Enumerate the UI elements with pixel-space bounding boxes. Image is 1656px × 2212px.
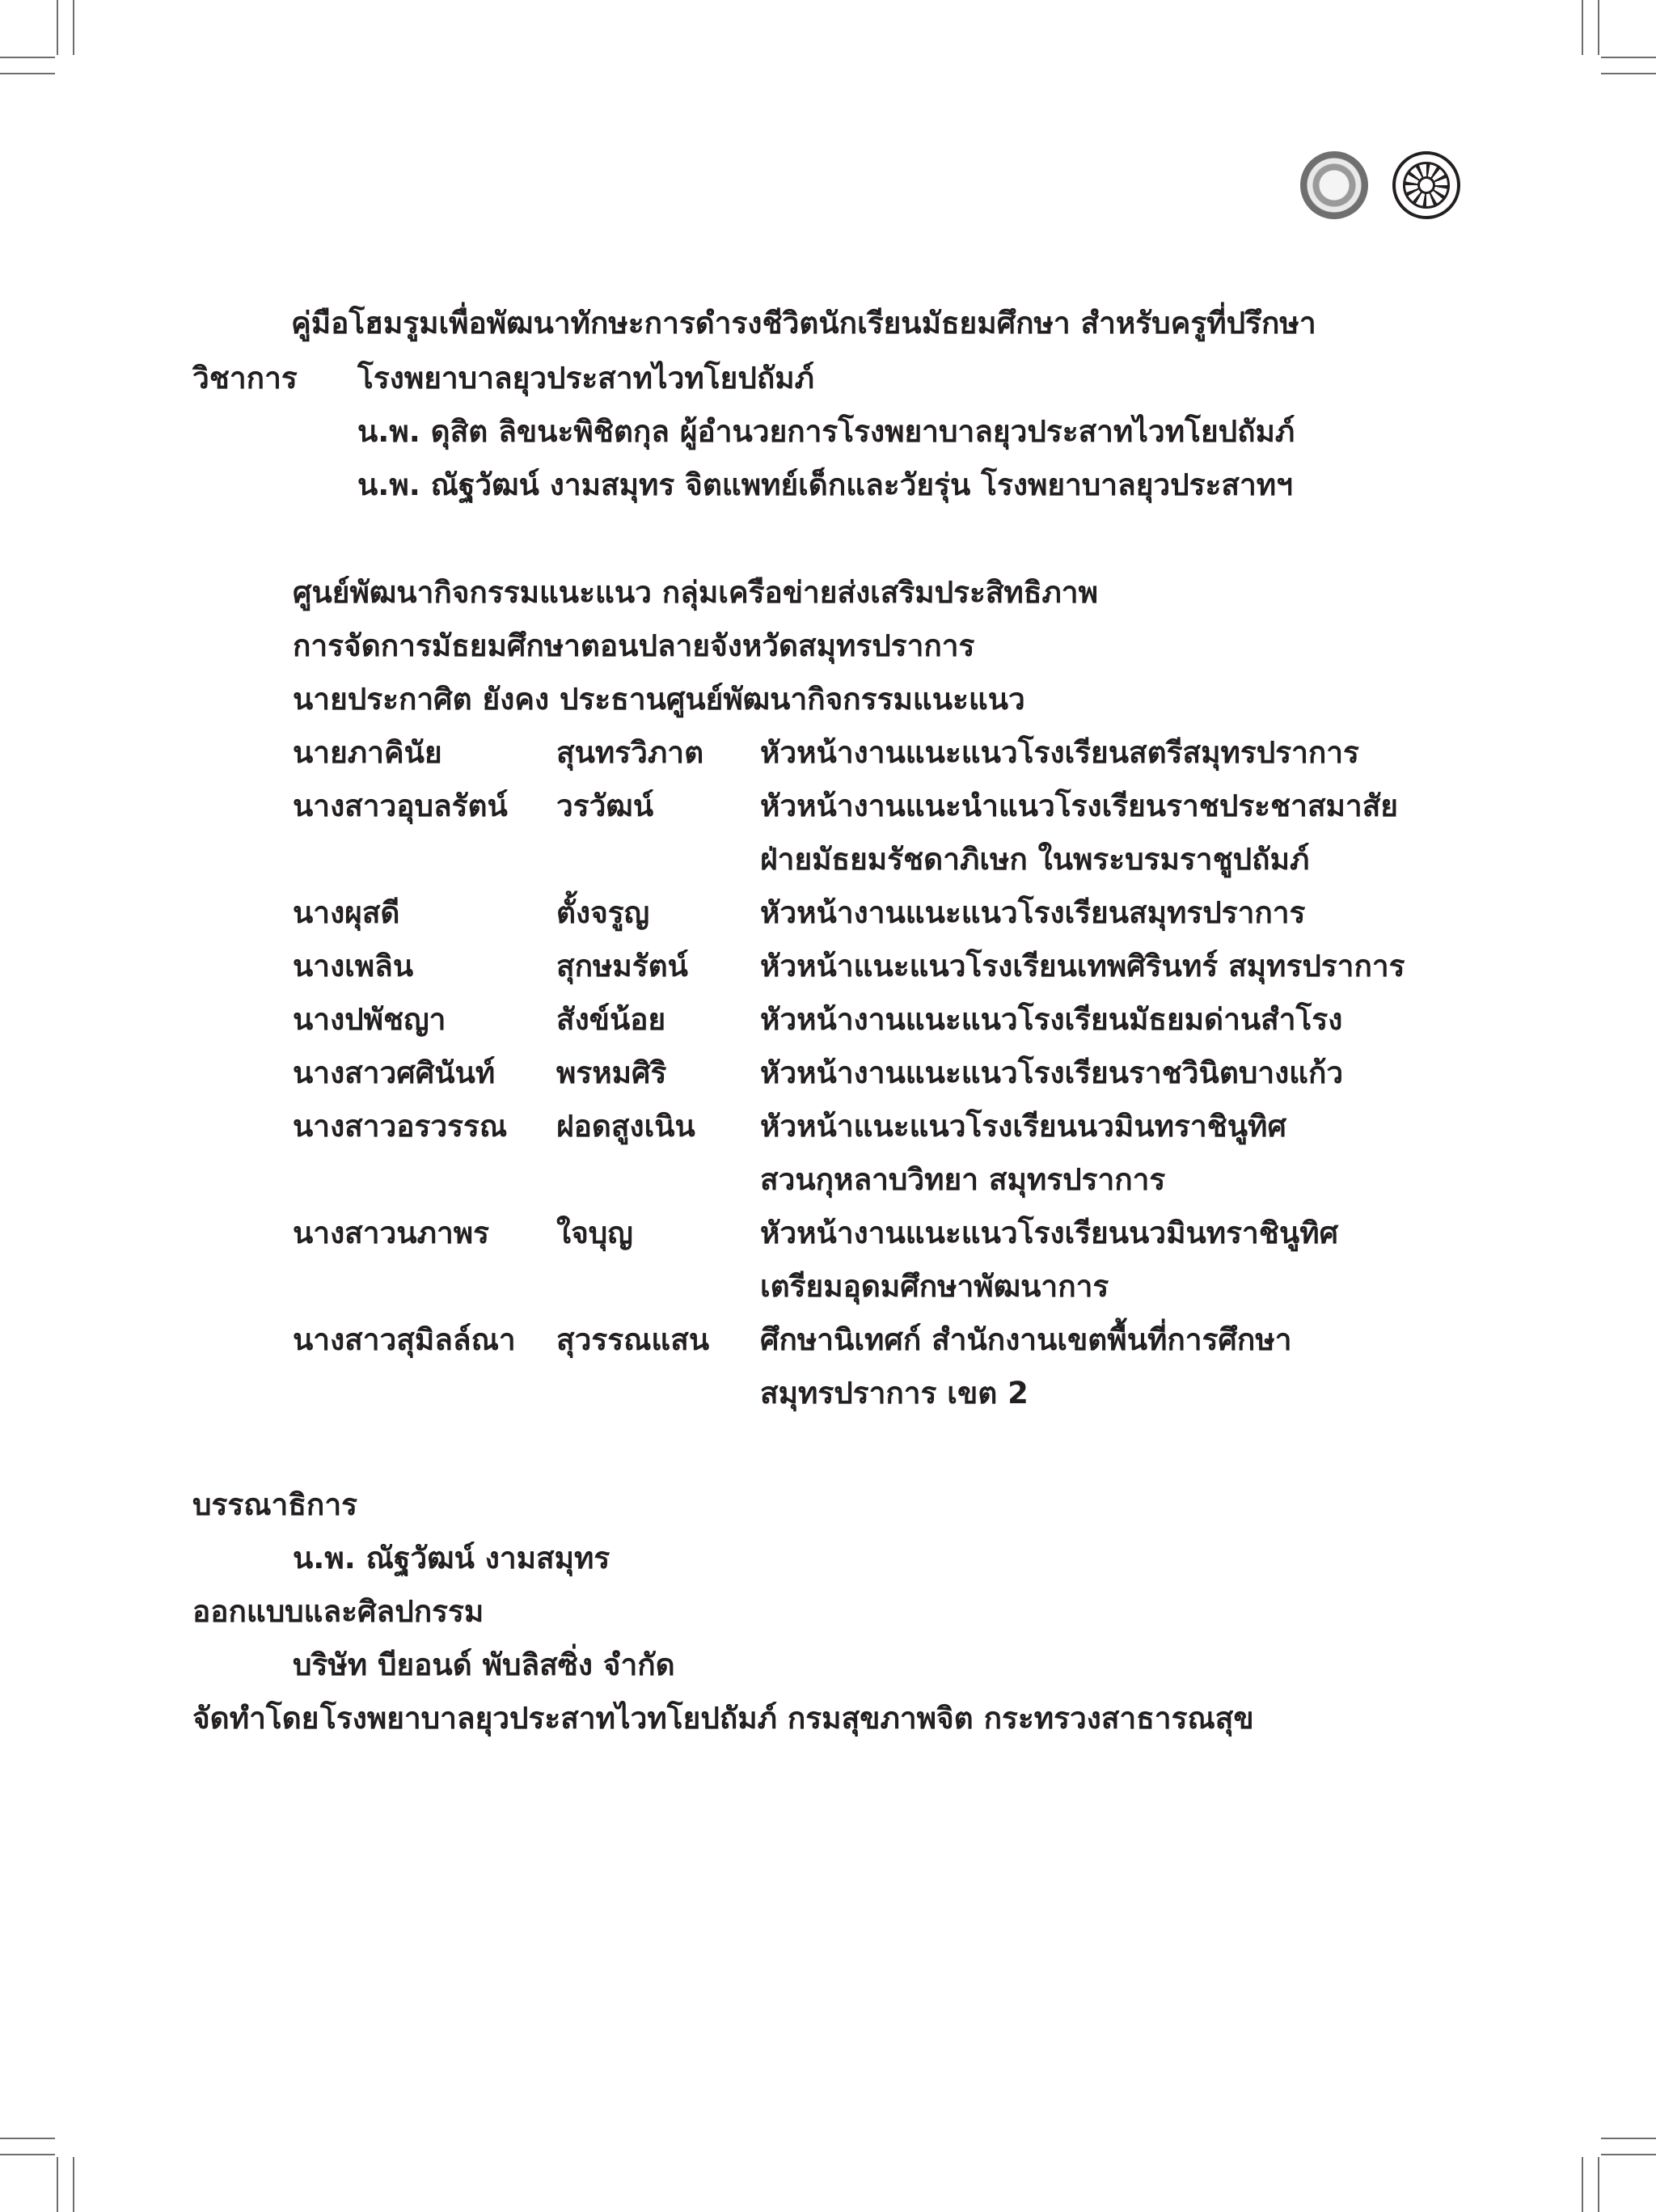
crop-mark [57, 2157, 58, 2212]
member-role: หัวหน้างานแนะนำแนวโรงเรียนราชประชาสมาสัย [760, 789, 1398, 823]
crop-mark [1598, 0, 1599, 55]
academic-label: วิชาการ [192, 361, 298, 395]
member-role: หัวหน้างานแนะแนวโรงเรียนสตรีสมุทรปราการ [760, 735, 1359, 770]
department-seal-logo [1300, 151, 1368, 219]
crop-mark [0, 57, 55, 58]
member-first-name: นางปพัชญา [293, 1002, 446, 1037]
academic-organization: โรงพยาบาลยุวประสาทไวทโยปถัมภ์ [357, 361, 815, 395]
member-role: หัวหน้างานแนะแนวโรงเรียนราชวินิตบางแก้ว [760, 1055, 1344, 1090]
member-first-name: นางสาวนภาพร [293, 1216, 489, 1250]
member-role: หัวหน้างานแนะแนวโรงเรียนมัธยมด่านสำโรง [760, 1002, 1343, 1037]
member-role: สวนกุหลาบวิทยา สมุทรปราการ [760, 1162, 1166, 1197]
member-last-name: พรหมศิริ [556, 1055, 667, 1090]
member-last-name: วรวัฒน์ [556, 789, 654, 823]
crop-mark [1601, 2138, 1656, 2139]
member-role: หัวหน้างานแนะแนวโรงเรียนนวมินทราชินูทิศ [760, 1216, 1339, 1250]
member-last-name: สุวรรณแสน [556, 1322, 710, 1357]
editor-label: บรรณาธิการ [192, 1487, 357, 1522]
member-first-name: นางสาวศศินันท์ [293, 1055, 496, 1090]
design-name: บริษัท บียอนด์ พับลิสซิ่ง จำกัด [293, 1647, 675, 1682]
book-title: คู่มือโฮมรูมเพื่อพัฒนาทักษะการดำรงชีวิตนักเรียนมัธยมศึกษา สำหรับครูที่ปรึกษา [291, 306, 1316, 340]
crop-mark [1582, 0, 1583, 55]
member-last-name: สุกษมรัตน์ [556, 949, 688, 983]
crop-mark [73, 0, 74, 55]
member-role: สมุทรปราการ เขต 2 [760, 1376, 1029, 1411]
member-role: ศึกษานิเทศก์ สำนักงานเขตพื้นที่การศึกษา [760, 1322, 1292, 1357]
member-first-name: นางผุสดี [293, 895, 400, 930]
academic-person: น.พ. ดุสิต ลิขนะพิชิตกุล ผู้อำนวยการโรงพยาบาลยุวประสาทไวทโยปถัมภ์ [357, 414, 1295, 449]
producer-label: จัดทำโดย [192, 1701, 319, 1736]
crop-mark [0, 73, 55, 74]
member-role: หัวหน้าแนะแนวโรงเรียนเทพศิรินทร์ สมุทรปราการ [760, 949, 1405, 983]
ministry-seal-logo [1392, 151, 1460, 219]
member-first-name: นางสาวสุมิลล์ณา [293, 1322, 516, 1357]
editor-name: น.พ. ณัฐวัฒน์ งามสมุทร [293, 1541, 610, 1575]
crop-mark [1601, 2154, 1656, 2155]
member-role: หัวหน้าแนะแนวโรงเรียนนวมินทราชินูทิศ [760, 1109, 1286, 1144]
center-line: นายประกาศิต ยังคง ประธานศูนย์พัฒนากิจกรรมแนะแนว [293, 682, 1025, 717]
academic-person: น.พ. ณัฐวัฒน์ งามสมุทร จิตแพทย์เด็กและวัยรุ่น โรงพยาบาลยุวประสาทฯ [357, 467, 1293, 502]
crop-mark [1601, 57, 1656, 58]
crop-mark [73, 2157, 74, 2212]
member-last-name: ฝอดสูงเนิน [556, 1109, 695, 1144]
member-last-name: ตั้งจรูญ [556, 895, 650, 930]
member-first-name: นางสาวอุบลรัตน์ [293, 789, 508, 823]
member-first-name: นางสาวอรวรรณ [293, 1109, 508, 1144]
member-role: หัวหน้างานแนะแนวโรงเรียนสมุทรปราการ [760, 895, 1306, 930]
crop-mark [1582, 2157, 1583, 2212]
producer-name: โรงพยาบาลยุวประสาทไวทโยปถัมภ์ กรมสุขภาพจิต กระทรวงสาธารณสุข [320, 1701, 1254, 1736]
center-line: การจัดการมัธยมศึกษาตอนปลายจังหวัดสมุทรปราการ [293, 628, 975, 663]
crop-mark [1601, 73, 1656, 74]
design-label: ออกแบบและศิลปกรรม [192, 1594, 484, 1629]
crop-mark [57, 0, 58, 55]
center-line: ศูนย์พัฒนากิจกรรมแนะแนว กลุ่มเครือข่ายส่งเสริมประสิทธิภาพ [293, 575, 1098, 610]
member-last-name: สังข์น้อย [556, 1002, 666, 1037]
member-first-name: นายภาคินัย [293, 735, 442, 770]
member-first-name: นางเพลิน [293, 949, 414, 983]
member-last-name: ใจบุญ [556, 1216, 633, 1250]
crop-mark [0, 2138, 55, 2139]
member-role: เตรียมอุดมศึกษาพัฒนาการ [760, 1269, 1109, 1304]
crop-mark [1598, 2157, 1599, 2212]
member-role: ฝ่ายมัธยมรัชดาภิเษก ในพระบรมราชูปถัมภ์ [760, 842, 1310, 877]
member-last-name: สุนทรวิภาต [556, 735, 704, 770]
crop-mark [0, 2154, 55, 2155]
